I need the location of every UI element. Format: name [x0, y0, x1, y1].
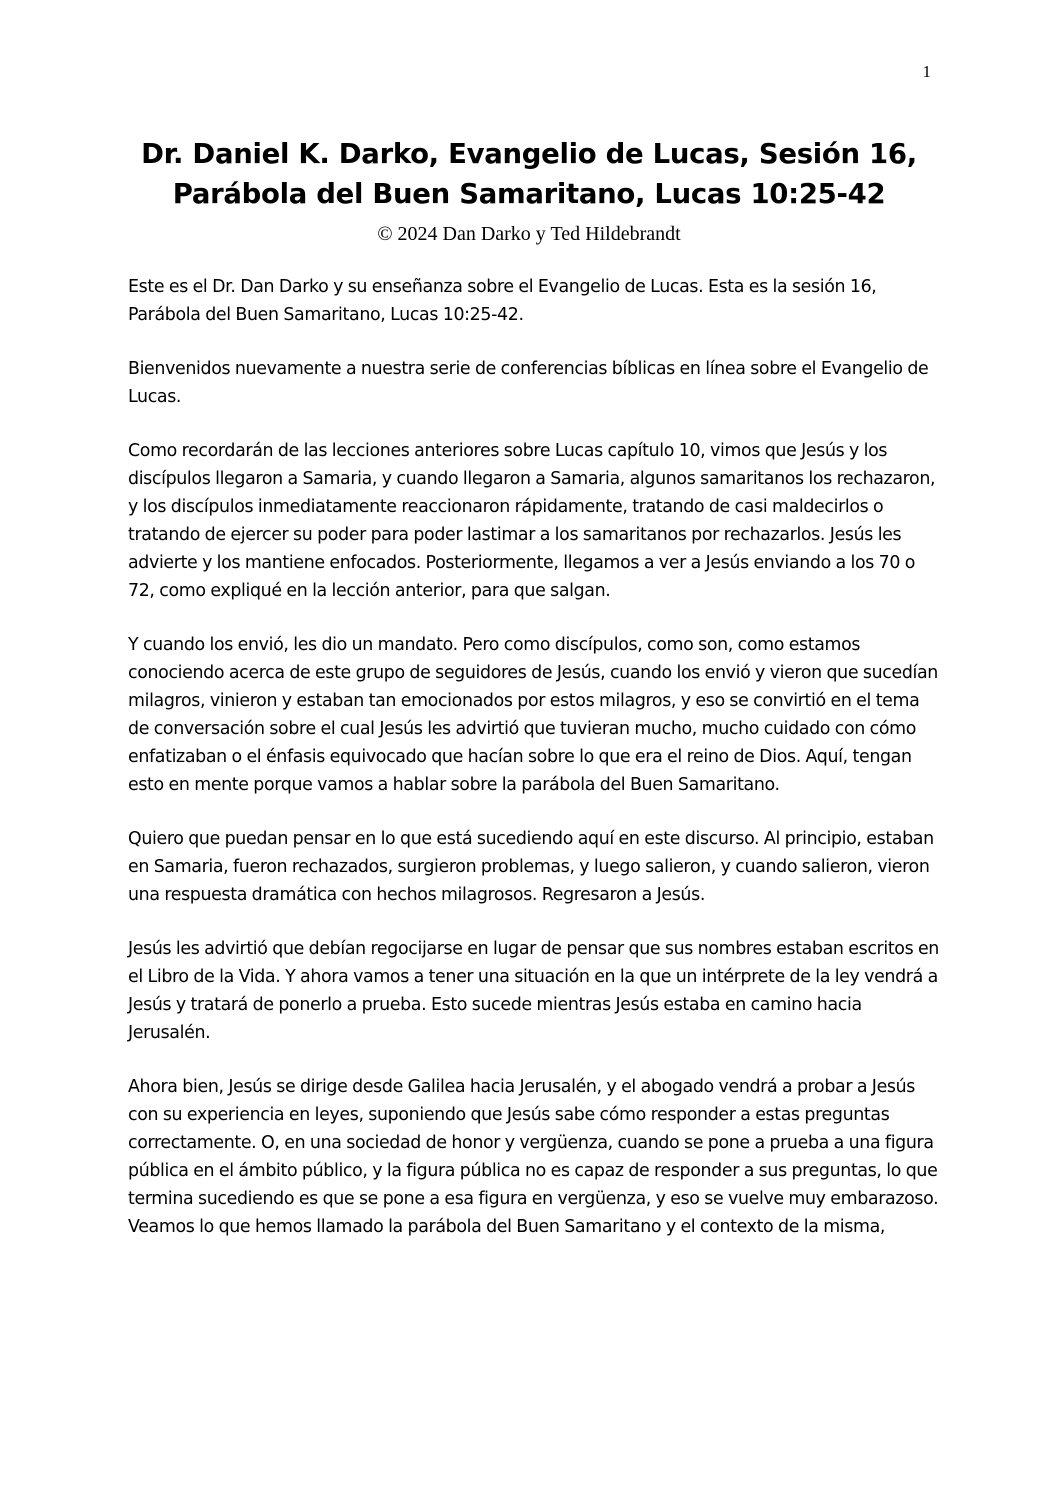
- paragraph: Bienvenidos nuevamente a nuestra serie de conferencias bíblicas en línea sobre el Evangelio de Lucas.: [128, 359, 929, 407]
- copyright-line: © 2024 Dan Darko y Ted Hildebrandt: [377, 223, 681, 245]
- paragraph: Como recordarán de las lecciones anteriores sobre Lucas capítulo 10, vimos que Jesús y los discípulos llegaron a Samaria, y cuando llegaron a Samaria, algunos samaritanos los rechazaron, y los discípulos inmediatamente reaccionaron rápidamente, tratando de casi maldecirlos o tratando de ejercer su poder para poder lastimar a los samaritanos por rechazarlos. Jesús les advierte y los mantiene enfocados. Posteriormente, llegamos a ver a Jesús enviando a los 70 o 72, como expliqué en la lección anterior, para que salgan.: [128, 441, 936, 601]
- title-line-1: Dr. Daniel K. Darko, Evangelio de Lucas, Sesión 16,: [141, 138, 917, 170]
- paragraph: Ahora bien, Jesús se dirige desde Galilea hacia Jerusalén, y el abogado vendrá a probar a Jesús con su experiencia en leyes, suponiendo que Jesús sabe cómo responder a estas preguntas correctamente. O, en una sociedad de honor y vergüenza, cuando se pone a prueba a una figura pública en el ámbito público, y la figura pública no es capaz de responder a sus preguntas, lo que termina sucediendo es que se pone a esa figura en vergüenza, y eso se vuelve muy embarazoso. Veamos lo que hemos llamado la parábola del Buen Samaritano y el contexto de la misma,: [128, 1077, 939, 1237]
- document-title: [60, 134, 998, 214]
- paragraph: Quiero que puedan pensar en lo que está sucediendo aquí en este discurso. Al principio, estaban en Samaria, fueron rechazados, surgieron problemas, y luego salieron, y cuando salieron, vieron una respuesta dramática con hechos milagrosos. Regresaron a Jesús.: [128, 829, 934, 905]
- paragraph: Este es el Dr. Dan Darko y su enseñanza sobre el Evangelio de Lucas. Esta es la sesión 16, Parábola del Buen Samaritano, Lucas 10:25-42.: [128, 277, 877, 325]
- title-line-2: Parábola del Buen Samaritano, Lucas 10:25-42: [172, 178, 886, 210]
- paragraph: Jesús les advirtió que debían regocijarse en lugar de pensar que sus nombres estaban escritos en el Libro de la Vida. Y ahora vamos a tener una situación en la que un intérprete de la ley vendrá a Jesús y tratará de ponerlo a prueba. Esto sucede mientras Jesús estaba en camino hacia Jerusalén.: [128, 939, 939, 1043]
- paragraph: Y cuando los envió, les dio un mandato. Pero como discípulos, como son, como estamos conociendo acerca de este grupo de seguidores de Jesús, cuando los envió y vieron que sucedían milagros, vinieron y estaban tan emocionados por estos milagros, y eso se convirtió en el tema de conversación sobre el cual Jesús les advirtió que tuvieran mucho, mucho cuidado con cómo enfatizaban o el énfasis equivocado que hacían sobre lo que era el reino de Dios. Aquí, tengan esto en mente porque vamos a hablar sobre la parábola del Buen Samaritano.: [128, 635, 938, 795]
- page-number: 1: [922, 62, 931, 81]
- document-body: [128, 273, 940, 1267]
